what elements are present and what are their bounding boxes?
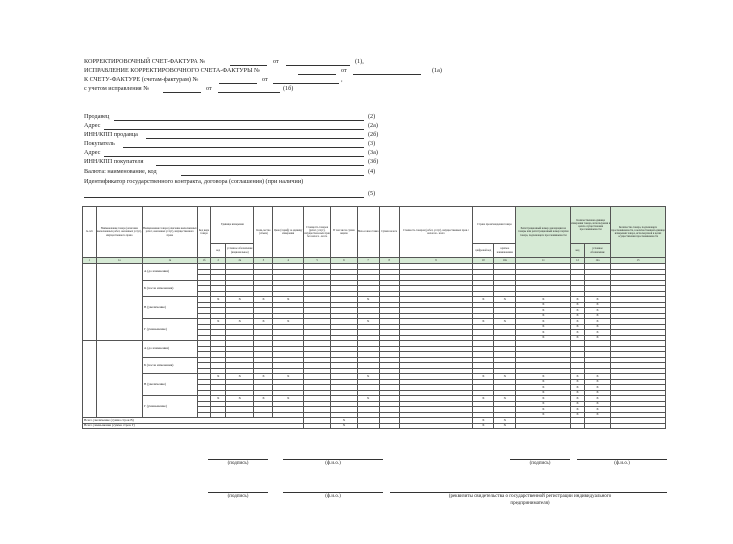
- fio-label-1: (ф.и.о.): [325, 461, 341, 466]
- fio-label-2: (ф.и.о.): [614, 461, 630, 466]
- header-line3: К СЧЕТУ-ФАКТУРЕ (счетам-фактурам) №: [84, 76, 199, 83]
- col-excise: В том числе сумма акциза: [331, 207, 357, 258]
- seller-label: Продавец: [84, 113, 110, 120]
- table-row: Х Х Х: [83, 379, 666, 385]
- col-code-kind: Код вида товара: [197, 207, 211, 258]
- table-row: Х Х Х: [83, 412, 666, 418]
- col-unit: Единица измерения: [211, 207, 254, 244]
- contract-label: Идентификатор государственного контракта, договора (соглашения) (при наличии): [84, 178, 304, 185]
- col-tr-sym: условное обозначение: [584, 244, 610, 258]
- table-body: [83, 264, 666, 418]
- table-row: Х Х Х: [83, 401, 666, 407]
- table-row: Х Х Х: [83, 313, 666, 319]
- buyer-label: Покупатель: [84, 140, 115, 147]
- row-type-label: В (увеличение): [142, 297, 197, 319]
- col-total: Стоимость товаров (работ, услуг), имущественных прав с налогом - всего: [399, 207, 473, 258]
- seller-address-label: Адрес: [84, 122, 101, 129]
- invoice-table: [82, 206, 666, 429]
- col-reg: Регистрационный номер декларации на товары или регистрационный номер партии товара, подлежащего прослеживаемости: [516, 207, 571, 258]
- seller-inn-label: ИНН/КПП продавца: [84, 131, 138, 138]
- row-type-label: Г (уменьшение): [142, 319, 197, 341]
- table-row: Г (уменьшение) Х Х Х Х Х Х Х Х Х Х: [83, 396, 666, 402]
- col-tr-unit: Количественная единица измерения товара, используемая в целях осуществления прослеживаемости: [571, 207, 611, 244]
- col-price: Цена (тариф) за единицу измерения: [273, 207, 304, 258]
- total-decrease-row: Всего уменьшение (сумма строк Г) Х Х Х: [83, 423, 666, 429]
- col-tr-code: код: [571, 244, 585, 258]
- ip-requisites-label: (реквизиты свидетельства о государственной регистрации индивидуального предпринимателя): [448, 494, 612, 506]
- row-type-label: Б (после изменения): [142, 280, 197, 297]
- table-row: Х Х Х: [83, 390, 666, 396]
- total-increase-row: Всего увеличение (сумма строк В) Х Х Х: [83, 418, 666, 424]
- sign-label-3: (подпись): [227, 494, 249, 499]
- col-no: № п/п: [83, 207, 97, 258]
- table-row: Х Х Х: [83, 302, 666, 308]
- col-country-code: цифровой код: [473, 244, 494, 258]
- col-tr-qty: Количество товара, подлежащего прослеживаемости, в количественной единице измерения товара, используемой в целях осуществления прослеживаемости: [611, 207, 666, 258]
- table-row: Х Х Х: [83, 335, 666, 341]
- header-line4: с учетом исправления №: [84, 85, 150, 92]
- col-unit-code: код: [211, 244, 226, 258]
- header-line1: КОРРЕКТИРОВОЧНЫЙ СЧЕТ-ФАКТУРА №: [84, 58, 206, 65]
- row-type-label: Б (после изменения): [142, 357, 197, 374]
- currency-label: Валюта: наименование, код: [84, 168, 157, 175]
- row-type-label: В (увеличение): [142, 374, 197, 396]
- sign-label-2: (подпись): [529, 461, 551, 466]
- table-row: Г (уменьшение) Х Х Х Х Х Х Х Х Х Х: [83, 319, 666, 325]
- sign-label-1: (подпись): [227, 461, 249, 466]
- buyer-inn-label: ИНН/КПП покупателя: [84, 158, 144, 165]
- row-type-label: А (до изменения): [142, 264, 197, 281]
- table-row: В (увеличение) Х Х Х Х Х Х Х Х Х Х: [83, 297, 666, 303]
- col-qty: Коли-чество (объем): [254, 207, 273, 258]
- col-name: Наименование товара (описание выполненных работ, оказанных услуг), имущественного права: [96, 207, 142, 258]
- table-row: Х Х Х: [83, 308, 666, 314]
- buyer-address-label: Адрес: [84, 149, 101, 156]
- table-row: Х Х Х: [83, 324, 666, 330]
- table-row: Х Х Х: [83, 407, 666, 413]
- header-line2: ИСПРАВЛЕНИЕ КОРРЕКТИРОВОЧНОГО СЧЕТА-ФАКТУРЫ №: [84, 67, 260, 74]
- col-tax: Сумма налога: [379, 207, 399, 258]
- col-country-name: краткое наименование: [494, 244, 516, 258]
- col-country: Страна происхождения товара: [473, 207, 516, 244]
- col-rate: Нало-говая ставка: [357, 207, 379, 258]
- table-row: В (увеличение) Х Х Х Х Х Х Х Х Х Х: [83, 374, 666, 380]
- table-row: Х Х Х: [83, 330, 666, 336]
- row-type-label: А (до изменения): [142, 341, 197, 358]
- row-type-label: Г (уменьшение): [142, 396, 197, 418]
- col-cost: Стоимость товаров (работ, услуг), имуществен-ных прав без налога - всего: [303, 207, 330, 258]
- fio-label-3: (ф.и.о.): [325, 494, 341, 499]
- column-numbers-row: 1 1а 1а 1б 2 2а 3 4 5 6 7 8 9 10 10а 11 12 12а 13: [83, 258, 666, 264]
- table-row: Х Х Х: [83, 385, 666, 391]
- col-unit-sym: условное обозначение (национальное): [226, 244, 254, 258]
- col-name-adj: Наименование товара (описание выполненных работ, оказанных услуг), имущественного права: [142, 207, 197, 258]
